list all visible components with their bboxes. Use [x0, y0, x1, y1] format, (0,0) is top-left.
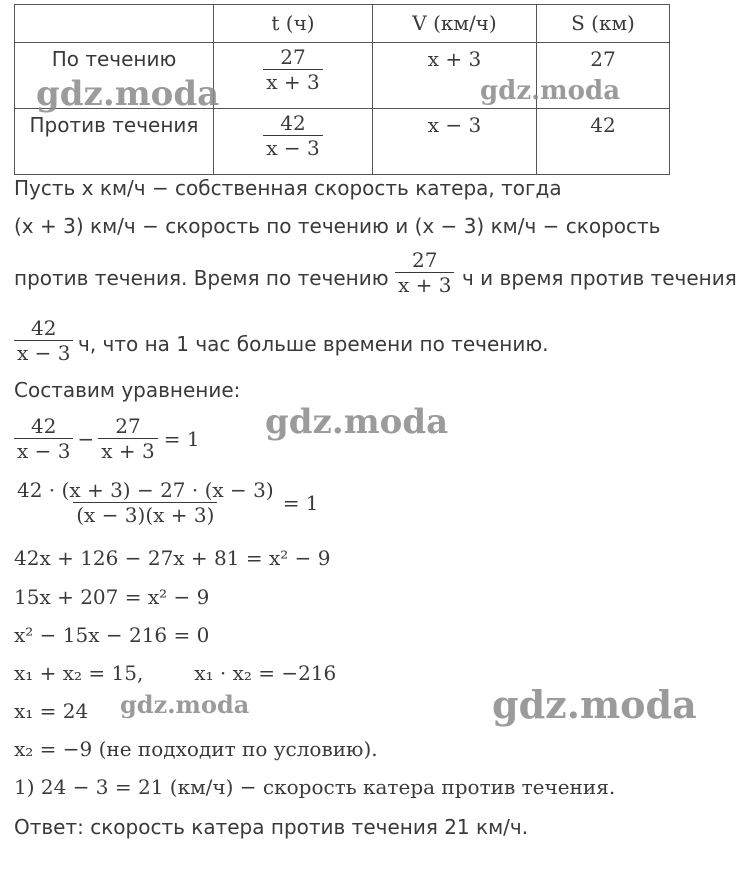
equation-9: 1) 24 − 3 = 21 (км/ч) − скорость катера против течения.	[14, 775, 616, 799]
table-header-empty	[15, 5, 214, 43]
text-line-4b: ч, что на 1 час больше времени по течению.	[78, 332, 549, 356]
time-numerator: 27	[280, 45, 306, 69]
time-cell	[214, 109, 373, 175]
equation-7: x₁ = 24	[14, 699, 89, 723]
equation-3: 42x + 126 − 27x + 81 = x² − 9	[14, 546, 331, 570]
distance-cell: 42	[537, 109, 670, 175]
fraction-numerator: 42 · (x + 3) − 27 · (x − 3)	[17, 478, 274, 502]
fraction-numerator: 27	[412, 248, 438, 272]
speed-cell: x + 3	[373, 43, 537, 109]
fraction-denominator: x + 3	[395, 272, 454, 297]
watermark: gdz.moda	[492, 682, 697, 727]
time-denominator: x − 3	[263, 135, 322, 160]
answer-line: Ответ: скорость катера против течения 21 км/ч.	[14, 815, 529, 839]
fraction-denominator: x − 3	[14, 340, 73, 365]
distance-cell: 27	[537, 43, 670, 109]
fraction-time-upstream	[14, 316, 73, 365]
equation-2	[14, 478, 319, 527]
table-header-distance: S (км)	[537, 5, 670, 43]
row-label: Против течения	[15, 109, 214, 175]
equation-1	[14, 414, 200, 463]
watermark: gdz.moda	[36, 74, 220, 114]
fraction-numerator: 42	[31, 414, 57, 438]
fraction-denominator: (x − 3)(x + 3)	[73, 502, 217, 527]
fraction-denominator: x − 3	[14, 438, 73, 463]
text-line-3a: против течения. Время по течению	[14, 266, 389, 290]
equation-8: x₂ = −9 (не подходит по условию).	[14, 737, 378, 761]
equation-6: x₁ + x₂ = 15, x₁ · x₂ = −216	[14, 661, 337, 685]
equation-4: 15x + 207 = x² − 9	[14, 585, 210, 609]
time-cell	[214, 43, 373, 109]
table-header-time: t (ч)	[214, 5, 373, 43]
fraction-time-downstream	[395, 248, 454, 297]
time-denominator: x + 3	[263, 69, 322, 94]
text-line-3b: ч и время против течения	[462, 266, 737, 290]
equation-5: x² − 15x − 216 = 0	[14, 623, 210, 647]
watermark: gdz.moda	[480, 76, 621, 106]
watermark: gdz.moda	[265, 402, 449, 442]
speed-cell: x − 3	[373, 109, 537, 175]
watermark: gdz.moda	[120, 690, 250, 719]
equation-rhs: = 1	[282, 490, 319, 515]
equation-rhs: = 1	[163, 426, 200, 451]
text-line-1: Пусть x км/ч − собственная скорость катера, тогда	[14, 176, 562, 200]
time-numerator: 42	[280, 111, 306, 135]
row-label: По течению	[15, 43, 214, 109]
fraction-denominator: x + 3	[98, 438, 157, 463]
fraction-numerator: 42	[31, 316, 57, 340]
table-header-speed: V (км/ч)	[373, 5, 537, 43]
text-line-2: (x + 3) км/ч − скорость по течению и (x − 3) км/ч − скорость	[14, 214, 661, 238]
text-line-5: Составим уравнение:	[14, 378, 241, 402]
fraction-numerator: 27	[115, 414, 141, 438]
table-row	[15, 109, 670, 175]
minus-sign: −	[77, 426, 95, 451]
